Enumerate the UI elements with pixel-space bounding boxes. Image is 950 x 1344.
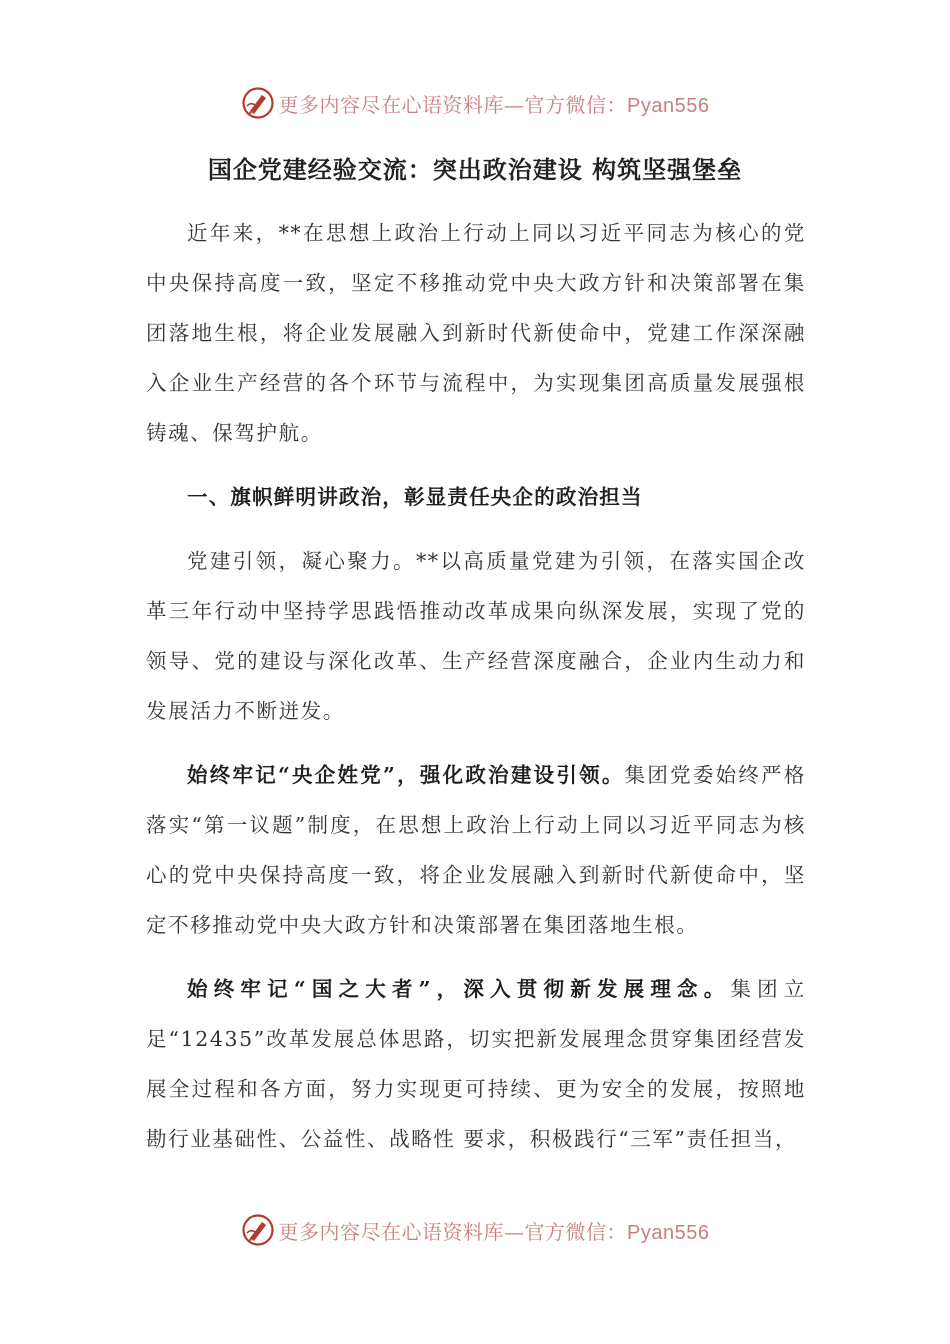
- paragraph-body: 集团立足“12435”改革发展总体思路，切实把新发展理念贯穿集团经营发展全过程和各方面，努力实现更可持续、更为安全的发展，按照地勘行业基础性、公益性、战略性 要求，积极践行“三军”责任担当，: [146, 977, 806, 1151]
- document-body: [146, 208, 806, 1164]
- watermark-wechat-id: Pyan556: [627, 94, 710, 117]
- paragraph-new-development: [146, 964, 806, 1164]
- watermark-header: [0, 83, 950, 123]
- intro-paragraph: 近年来，**在思想上政治上行动上同以习近平同志为核心的党中央保持高度一致，坚定不移推动党中央大政方针和决策部署在集团落地生根，将企业发展融入到新时代新使命中，党建工作深深融入企业生产经营的各个环节与流程中，为实现集团高质量发展强根铸魂、保驾护航。: [146, 221, 806, 445]
- section-heading-1: 一、旗帜鲜明讲政治，彰显责任央企的政治担当: [187, 485, 643, 509]
- pen-logo-icon: [241, 86, 275, 120]
- paragraph-body: 集团党委始终严格落实“第一议题”制度，在思想上政治上行动上同以习近平同志为核心的党中央保持高度一致，将企业发展融入到新时代新使命中，坚定不移推动党中央大政方针和决策部署在集团落地生根。: [146, 763, 806, 937]
- watermark-wechat-id: Pyan556: [627, 1221, 710, 1244]
- paragraph-lead: 始终牢记“国之大者”，深入贯彻新发展理念。: [187, 977, 731, 1001]
- pen-logo-icon: [241, 1213, 275, 1247]
- paragraph-political-building: [146, 750, 806, 950]
- paragraph-party-leadership: 党建引领，凝心聚力。**以高质量党建为引领，在落实国企改革三年行动中坚持学思践悟推动改革成果向纵深发展，实现了党的领导、党的建设与深化改革、生产经营深度融合，企业内生动力和发展活力不断迸发。: [146, 549, 806, 723]
- document-title: 国企党建经验交流：突出政治建设 构筑坚强堡垒: [207, 155, 743, 184]
- watermark-footer: [0, 1210, 950, 1250]
- paragraph-lead: 始终牢记“央企姓党”，强化政治建设引领。: [187, 763, 625, 787]
- watermark-text: 更多内容尽在心语资料库—官方微信：: [278, 92, 628, 117]
- watermark-text: 更多内容尽在心语资料库—官方微信：: [278, 1219, 628, 1244]
